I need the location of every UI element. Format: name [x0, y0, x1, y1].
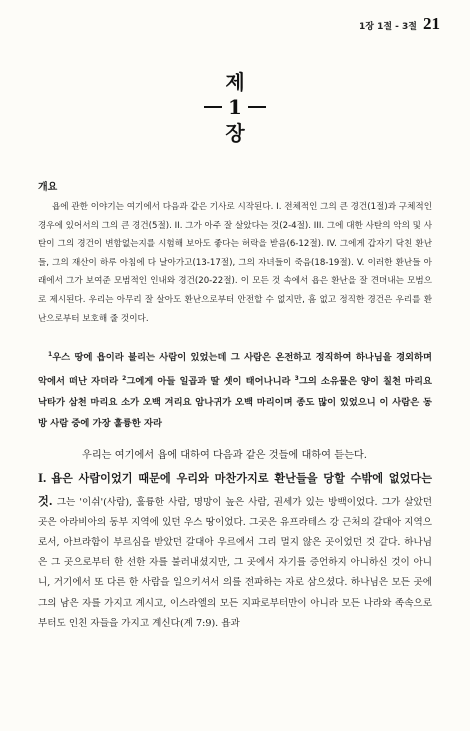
commentary-lead: 우리는 여기에서 욥에 대하여 다음과 같은 것들에 대하여 듣는다. — [82, 450, 368, 462]
chapter-suffix: 장 — [225, 121, 245, 145]
chapter-prefix: 제 — [225, 70, 245, 94]
point-heading: 욥은 사람이었기 때문에 우리와 마찬가지로 환난들을 당할 수밖에 없었다는 것. — [38, 471, 432, 508]
section-label: 개요 — [38, 182, 58, 193]
running-head-text: 1장 1절 - 3절 — [358, 22, 417, 32]
point-text: 그는 '이쉬'(사람), 훌륭한 사람, 명망이 높은 사람, 권세가 있는 방백이었다. 그가 살았던 곳은 아라비아의 동부 지역에 있던 우스 땅이었다. 그곳은 유프라테스 강 근처의 갈대아 지역으로서, 아브라함이 부르심을 받았던 갈대아 우르에서 그리 멀지 않은 곳이었던 것 같다. 하나님은 그 곳으로부터 한 선한 자를 불러내셨지만, 그 곳에서 자기를 증언하지 아니하신 것이 아니니, 거기에서 또 다른 한 사람을 일으키셔서 의를 전파하는 자로 삼으셨다. 하나님은 모든 곳에 그의 남은 자를 가지고 계시고, 이스라엘의 모든 지파로부터만이 아니라 모든 나라와 족속으로부터도 인친 자들을 가지고 계신다(계 7:9). 욥과 — [38, 496, 432, 629]
chapter-number-row — [0, 94, 470, 120]
point-number: I. — [38, 470, 47, 486]
verse-number: 2 — [122, 375, 127, 383]
chapter-rule-left — [204, 106, 222, 108]
scripture-passage — [38, 344, 432, 434]
running-head — [359, 14, 440, 34]
commentary-body — [38, 468, 432, 634]
chapter-number: 1 — [228, 95, 242, 119]
page-content — [38, 178, 432, 634]
chapter-rule-right — [248, 106, 266, 108]
verse-text: 우스 땅에 욥이라 불리는 사람이 있었는데 그 사람은 온전하고 정직하여 하나님을 경외하며 악에서 떠난 자더라 — [38, 352, 432, 388]
verse-text: 그의 소유물은 양이 칠천 마리요 낙타가 삼천 마리요 소가 오백 겨리요 암나귀가 오백 마리이며 종도 많이 있었으니 이 사람은 동방 사람 중에 가장 훌륭한 자라 — [38, 376, 432, 430]
intro-paragraph: 욥에 관한 이야기는 여기에서 다음과 같은 기사로 시작된다. I. 전체적인 그의 큰 경건(1절)과 구체적인 경우에 있어서의 그의 큰 경건(5절). II. 그가 아주 잘 살았다는 것(2-4절). III. 그에 대한 사탄의 악의 및 사탄이 그의 경건이 변함없는지를 시험해 보아도 좋다는 허락을 받음(6-12절). IV. 그에게 갑자기 닥친 환난들, 그의 재산이 하루 아침에 다 날아가고(13-17절), 그의 자녀들이 죽음(18-19절). V. 이러한 환난들 아래에서 그가 보여준 모범적인 인내와 경건(20-22절). 이 모든 것 속에서 욥은 환난을 잘 견뎌내는 모범으로 제시된다. 우리는 아무리 잘 살아도 환난으로부터 안전할 수 없지만, 흠 없고 정직한 경건은 우리를 환난으로부터 보호해 줄 것이다. — [38, 202, 432, 324]
verse-number: 1 — [48, 351, 53, 359]
verse-text: 그에게 아들 일곱과 딸 셋이 태어나니라 — [126, 376, 295, 388]
page-number: 21 — [423, 14, 440, 33]
chapter-heading — [0, 70, 470, 146]
verse-number: 3 — [294, 375, 299, 383]
